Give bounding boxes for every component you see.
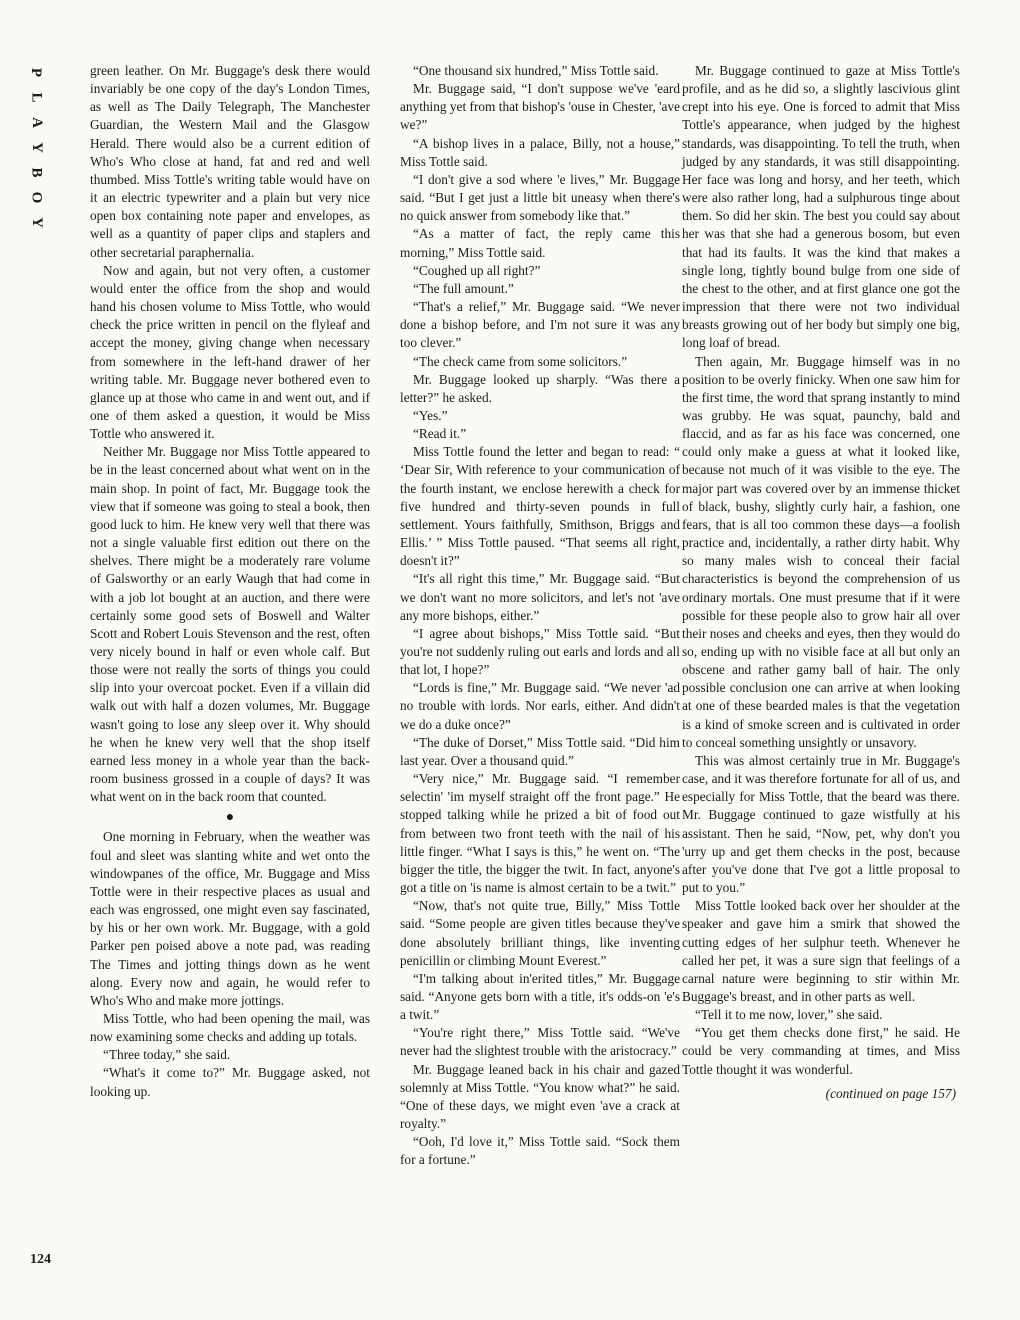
paragraph: Miss Tottle found the letter and began to read: “ ‘Dear Sir, With reference to your communication of the fourth instant, we enclose herewith a check for five hundred and thirty-seven pounds in full settlement. Yours faithfully, Smithson, Briggs and Ellis.’ ” Miss Tottle paused. “That seems all right, doesn't it?” [400, 444, 680, 569]
article-column-1 [90, 62, 370, 1101]
brand-letter: Y [28, 142, 45, 153]
paragraph: Neither Mr. Buggage nor Miss Tottle appeared to be in the least concerned about what went on in the main shop. In point of fact, Mr. Buggage took the view that if someone was going to steal a book, then good luck to him. He knew very well that there was not a single valuable first edition out there on the shelves. There might be a moderately rare volume of Galsworthy or an early Waugh that had come in with a job lot bought at an auction, and there were certainly some good sets of Boswell and Walter Scott and Robert Louis Stevenson and the rest, often very nicely bound in half or even whole calf. But those were not really the sorts of things you could slip into your overcoat pocket. Even if a villain did walk out with half a dozen volumes, Mr. Buggage wasn't going to lose any sleep over it. Why should he when he knew very well that the shop itself earned less money in a whole year than the back-room business grossed in a couple of days? It was what went on in the back room that counted. [90, 444, 370, 805]
page-number: 124 [30, 1252, 51, 1267]
brand-letter: L [28, 92, 45, 103]
paragraph: “The check came from some solicitors.” [413, 353, 628, 369]
paragraph: “As a matter of fact, the reply came this morning,” Miss Tottle said. [400, 226, 680, 260]
paragraph: “Now, that's not quite true, Billy,” Miss Tottle said. “Some people are given titles because they've done absolutely brilliant things, like inventing penicillin or climbing Mount Everest.” [400, 898, 680, 968]
paragraph: “The duke of Dorset,” Miss Tottle said. “Did him last year. Over a thousand quid.” [400, 734, 680, 768]
paragraph: green leather. On Mr. Buggage's desk there would invariably be one copy of the day's London Times, as well as The Daily Telegraph, The Manchester Guardian, the Western Mail and the Glasgow Herald. There would also be a current edition of Who's Who close at hand, fat and red and well thumbed. Miss Tottle's writing table would have on it an electric typewriter and a plain but very nice open box containing note paper and envelopes, as well as a quantity of paper clips and staplers and other secretarial paraphernalia. [90, 63, 370, 260]
paragraph: “The full amount.” [413, 280, 514, 296]
paragraph: “Coughed up all right?” [413, 262, 541, 278]
paragraph: “A bishop lives in a palace, Billy, not a house,” Miss Tottle said. [400, 135, 680, 169]
paragraph: This was almost certainly true in Mr. Buggage's case, and it was therefore fortunate for all of us, and especially for Miss Tottle, that the beard was there. Mr. Buggage continued to gaze wistfully at his assistant. Then he said, “Now, pet, why don't you 'urry up and get them checks in the post, because after you've done that I've got a little proposal to put to you.” [682, 752, 960, 896]
paragraph: “I'm talking about in'erited titles,” Mr. Buggage said. “Anyone gets born with a title, it's odds-on 'e's a twit.” [400, 970, 680, 1023]
paragraph: “Yes.” [413, 407, 448, 423]
brand-letter: O [28, 191, 45, 204]
paragraph: Mr. Buggage leaned back in his chair and gazed solemnly at Miss Tottle. “You know what?” he said. “One of these days, we might even 'ave a crack at royalty.” [400, 1061, 680, 1132]
paragraph: “Very nice,” Mr. Buggage said. “I remember selectin' 'im myself straight off the front page.” He stopped talking while he prized a bit of food out from between two front teeth with the nail of his little finger. “What I says is this,” he went on. “The bigger the title, the bigger the twit. In fact, anyone's got a title on 'is name is almost certain to be a twit.” [400, 771, 680, 896]
paragraph: “Lords is fine,” Mr. Buggage said. “We never 'ad no trouble with lords. Nor earls, either. And didn't we do a duke once?” [400, 680, 680, 732]
paragraph: Mr. Buggage looked up sharply. “Was there a letter?” he asked. [400, 371, 680, 405]
brand-letter: Y [28, 217, 45, 228]
paragraph: “That's a relief,” Mr. Buggage said. “We never done a bishop before, and I'm not sure it was any too clever.” [400, 299, 680, 351]
paragraph: “You're right there,” Miss Tottle said. “We've never had the slightest trouble with the aristocracy.” [400, 1025, 680, 1059]
paragraph: One morning in February, when the weather was foul and sleet was slanting white and wet onto the windowpanes of the office, Mr. Buggage and Miss Tottle were in their respective places as usual and each was engrossed, one might even say fascinated, by his or her own work. Mr. Buggage, with a gold Parker pen poised above a note pad, was reading The Times and jotting things down as he went along. Every now and again, he would refer to Who's Who and make more jottings. [90, 829, 370, 1008]
brand-letter: A [28, 117, 45, 128]
paragraph: Miss Tottle, who had been opening the mail, was now examining some checks and adding up totals. [90, 1010, 370, 1045]
paragraph: “Three today,” she said. [103, 1047, 231, 1063]
paragraph: “Read it.” [413, 426, 467, 442]
magazine-brand-vertical [26, 60, 46, 235]
paragraph: “It's all right this time,” Mr. Buggage said. “But we don't want no more solicitors, and let's not 'ave any more bishops, either.” [400, 571, 680, 623]
paragraph: “One thousand six hundred,” Miss Tottle said. [413, 63, 659, 78]
paragraph: Mr. Buggage said, “I don't suppose we've 'eard anything yet from that bishop's 'ouse in Chester, 'ave we?” [400, 81, 680, 133]
paragraph: Now and again, but not very often, a customer would enter the office from the shop and would hand his chosen volume to Miss Tottle, who would check the price written in pencil on the flyleaf and accept the money, giving change when necessary from somewhere in the left-hand drawer of her writing table. Mr. Buggage never bothered even to glance up at those who came in and went out, and if one of them asked a question, it would be Miss Tottle who answered it. [90, 262, 370, 442]
paragraph: “Ooh, I'd love it,” Miss Tottle said. “Sock them for a fortune.” [400, 1134, 680, 1168]
paragraph: “What's it come to?” Mr. Buggage asked, not looking up. [90, 1065, 370, 1099]
paragraph: Then again, Mr. Buggage himself was in no position to be overly finicky. When one saw him for the first time, the word that sprang instantly to mind was grubby. He was squat, paunchy, bald and flaccid, and as far as his face was concerned, one could only make a guess at what it looked like, because not much of it was visible to the eye. The major part was covered over by an immense thicket of black, bushy, slightly curly hair, a fashion, one fears, that is all too common these days—a foolish practice and, incidentally, a rather dirty habit. Why so many males wish to conceal their facial characteristics is beyond the comprehension of us ordinary mortals. One must presume that if it were possible for these people also to grow hair all over their noses and cheeks and eyes, then they would do so, ending up with no visible face at all but only an obscene and rather gamy ball of hair. The only possible conclusion one can arrive at when looking at one of these bearded males is that the vegetation is a kind of smoke screen and is cultivated in order to conceal something unsightly or unsavory. [682, 353, 960, 750]
section-separator: ● [225, 810, 235, 826]
continuation-note: (continued on page 157) [825, 1085, 956, 1101]
brand-letter: B [28, 167, 45, 178]
paragraph: “Tell it to me now, lover,” she said. [695, 1007, 883, 1023]
brand-letter: P [28, 67, 45, 78]
paragraph: Miss Tottle looked back over her shoulder at the speaker and gave him a smirk that showed the cutting edges of her sulphur teeth. Whenever he called her pet, it was a sure sign that feelings of a carnal nature were beginning to stir within Mr. Buggage's breast, and in other parts as well. [682, 898, 960, 1004]
paragraph: Mr. Buggage continued to gaze at Miss Tottle's profile, and as he did so, a slightly lascivious glint crept into his eye. One is forced to admit that Miss Tottle's appearance, when judged by the highest standards, was disappointing. To tell the truth, when judged by any standards, it was still disappointing. Her face was long and horsy, and her teeth, which were also rather long, had a sulphurous tinge about them. So did her skin. The best you could say about her was that she had a generous bosom, but even that had its faults. It was the kind that makes a single long, tightly bound bulge from one side of the chest to the other, and at first glance one got the impression that there were not two individual breasts growing out of her body but simply one big, long loaf of bread. [682, 63, 960, 351]
article-column-3 [682, 62, 960, 1103]
paragraph: “I agree about bishops,” Miss Tottle said. “But you're not suddenly ruling out earls and lords and all that lot, I hope?” [400, 625, 680, 678]
paragraph: “You get them checks done first,” he said. He could be very commanding at times, and Miss Tottle thought it was wonderful. [682, 1025, 960, 1077]
article-column-2 [400, 62, 680, 1170]
paragraph: “I don't give a sod where 'e lives,” Mr. Buggage said. “But I get just a little bit uneasy when there's no quick answer from somebody like that.” [400, 171, 680, 224]
